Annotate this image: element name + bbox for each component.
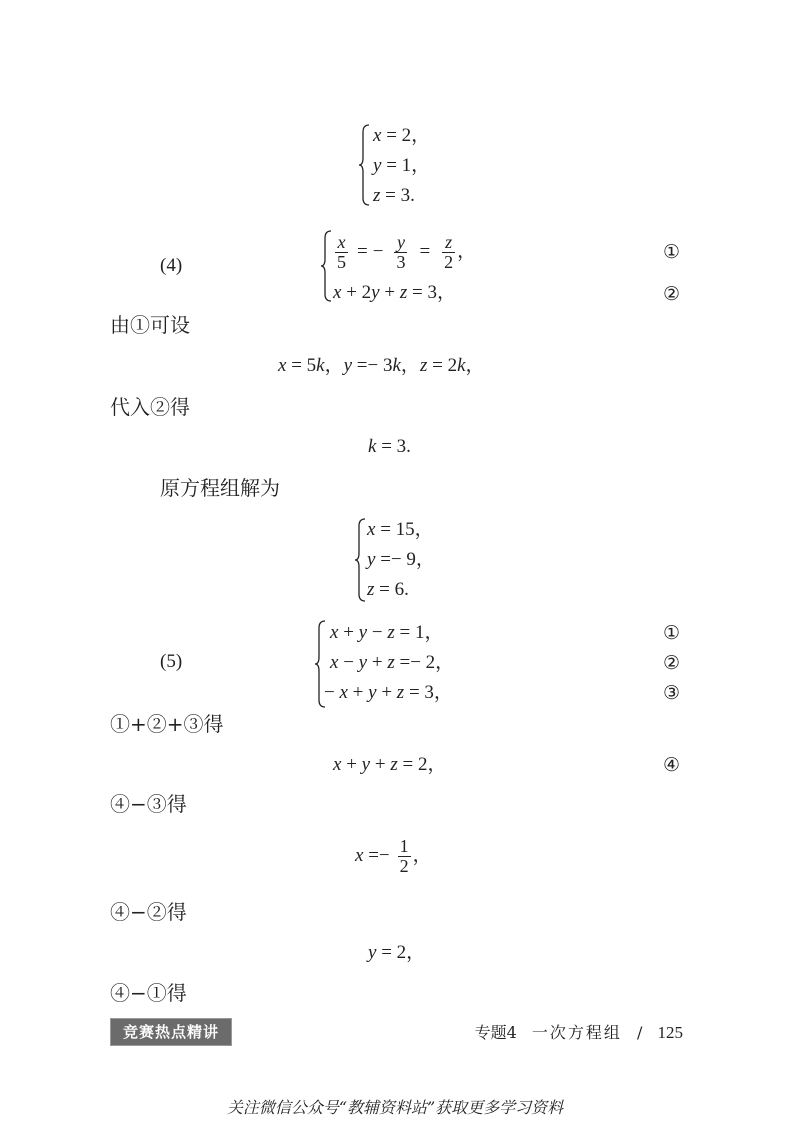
solution-system bbox=[367, 515, 435, 605]
equation-line: x = 15， bbox=[367, 519, 434, 540]
step-text: ④−③得 bbox=[110, 792, 187, 816]
equation-line: x = 2， bbox=[373, 125, 431, 146]
numerator: 1 bbox=[399, 835, 409, 856]
equation-system bbox=[324, 618, 455, 708]
denominator: 2 bbox=[444, 251, 454, 272]
equation-line: x − y + z =− 2， bbox=[330, 652, 455, 673]
fraction bbox=[398, 837, 411, 876]
problem-label: (4) bbox=[160, 255, 183, 276]
equation-line: y =− 9， bbox=[367, 549, 435, 570]
equation-marker: ③ bbox=[663, 682, 681, 704]
equation-lhs: x =− bbox=[355, 845, 390, 866]
comma: ， bbox=[412, 845, 432, 866]
operator: =− bbox=[357, 241, 389, 262]
fraction bbox=[335, 233, 348, 272]
equation-line: x + y − z = 1， bbox=[330, 622, 444, 643]
step-text: ④−①得 bbox=[110, 981, 187, 1005]
step-equation: x = 5k，y =− 3k，z = 2k， bbox=[278, 355, 485, 376]
page-number: 125 bbox=[657, 1023, 683, 1042]
equation-line: z = 6. bbox=[367, 579, 409, 600]
operator: = bbox=[419, 241, 431, 262]
equation-marker: ① bbox=[663, 241, 681, 263]
topic-label: 专题4 bbox=[474, 1023, 517, 1042]
equation-line: y = 1， bbox=[373, 155, 431, 176]
topic-title: 一次方程组 bbox=[531, 1023, 622, 1042]
comma: ， bbox=[457, 241, 477, 262]
fraction bbox=[394, 233, 407, 272]
solution-system bbox=[373, 121, 430, 211]
fraction bbox=[442, 233, 455, 272]
watermark-text: 关注微信公众号“教辅资料站”获取更多学习资料 bbox=[226, 1098, 564, 1117]
series-badge: 竞赛热点精讲 bbox=[110, 1018, 232, 1046]
step-text: 由①可设 bbox=[110, 313, 190, 337]
equation-line: z = 3. bbox=[373, 185, 415, 206]
step-text: 代入②得 bbox=[110, 395, 190, 419]
fraction-equation bbox=[333, 230, 476, 274]
step-text: ①+②+③得 bbox=[110, 712, 224, 736]
conclusion-text: 原方程组解为 bbox=[160, 476, 280, 500]
denominator: 2 bbox=[399, 855, 409, 876]
left-brace bbox=[354, 518, 366, 602]
numerator: x bbox=[337, 231, 346, 252]
fraction-equation bbox=[355, 834, 432, 878]
equation-marker: ② bbox=[663, 652, 681, 674]
step-equation: x + y + z = 2， bbox=[333, 754, 447, 775]
step-text: ④−②得 bbox=[110, 900, 187, 924]
equation-line: x + 2y + z = 3， bbox=[333, 282, 456, 303]
numerator: y bbox=[396, 231, 405, 252]
left-brace bbox=[358, 124, 370, 206]
equation-line: − x + y + z = 3， bbox=[324, 682, 453, 703]
equation-marker: ① bbox=[663, 622, 681, 644]
denominator: 3 bbox=[396, 251, 406, 272]
running-footer bbox=[465, 1021, 683, 1045]
equation-marker: ④ bbox=[663, 754, 681, 776]
step-equation: y = 2， bbox=[368, 942, 426, 963]
numerator: z bbox=[445, 231, 453, 252]
denominator: 5 bbox=[337, 251, 346, 272]
problem-label: (5) bbox=[160, 651, 183, 672]
equation-marker: ② bbox=[663, 283, 681, 305]
left-brace bbox=[320, 230, 332, 302]
footer-separator: / bbox=[637, 1023, 643, 1042]
step-equation: k = 3. bbox=[368, 436, 411, 457]
